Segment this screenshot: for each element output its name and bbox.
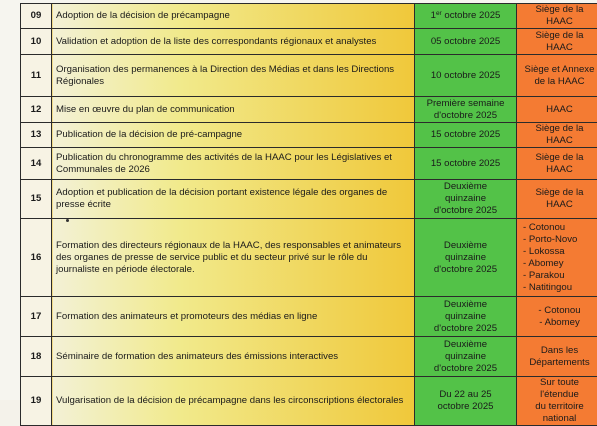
place-list-item: - Lokossa bbox=[523, 246, 597, 258]
activity-cell: Formation des animateurs et promoteurs des médias en ligne bbox=[52, 297, 415, 337]
place-cell: - Cotonou - Abomey bbox=[517, 297, 597, 337]
date-cell: 05 octobre 2025 bbox=[415, 29, 517, 55]
activity-cell: Mise en œuvre du plan de communication bbox=[52, 97, 415, 123]
place-cell: Siège de la HAAC bbox=[517, 180, 597, 219]
table-row bbox=[21, 55, 597, 97]
table-row bbox=[21, 219, 597, 297]
activity-cell: Adoption et publication de la décision portant existence légale des organes de presse écrite bbox=[52, 180, 415, 219]
table-row bbox=[21, 297, 597, 337]
date-cell: Première semaine d'octobre 2025 bbox=[415, 97, 517, 123]
activity-cell: Publication du chronogramme des activités de la HAAC pour les Législatives et Communales de 2026 bbox=[52, 148, 415, 180]
place-cell: Siège de la HAAC bbox=[517, 123, 597, 148]
activity-schedule-table bbox=[20, 3, 597, 426]
activity-cell: Adoption de la décision de précampagne bbox=[52, 4, 415, 29]
activity-cell: Publication de la décision de pré-campagne bbox=[52, 123, 415, 148]
row-number: 15 bbox=[21, 180, 52, 219]
table-row bbox=[21, 148, 597, 180]
date-cell: Deuxième quinzaine d'octobre 2025 bbox=[415, 337, 517, 377]
date-cell: 15 octobre 2025 bbox=[415, 148, 517, 180]
activity-cell: Validation et adoption de la liste des correspondants régionaux et analystes bbox=[52, 29, 415, 55]
activity-cell: Vulgarisation de la décision de précampagne dans les circonscriptions électorales bbox=[52, 377, 415, 426]
row-number: 10 bbox=[21, 29, 52, 55]
table-row bbox=[21, 29, 597, 55]
row-number: 18 bbox=[21, 337, 52, 377]
table-row bbox=[21, 4, 597, 29]
place-cell: Siège de la HAAC bbox=[517, 4, 597, 29]
place-list-item: - Natitingou bbox=[523, 282, 597, 294]
row-number: 14 bbox=[21, 148, 52, 180]
row-number: 17 bbox=[21, 297, 52, 337]
place-list-item: - Cotonou bbox=[523, 222, 597, 234]
activity-cell: Organisation des permanences à la Direction des Médias et dans les Directions Régionales bbox=[52, 55, 415, 97]
date-cell: 10 octobre 2025 bbox=[415, 55, 517, 97]
date-cell: 15 octobre 2025 bbox=[415, 123, 517, 148]
activity-cell: Formation des directeurs régionaux de la HAAC, des responsables et animateurs des organes de presse de service public et du secteur privé sur le rôle du journaliste en période électorale. bbox=[52, 219, 415, 297]
activity-cell: Séminaire de formation des animateurs des émissions interactives bbox=[52, 337, 415, 377]
table-row bbox=[21, 180, 597, 219]
date-cell: Deuxième quinzaine d'octobre 2025 bbox=[415, 297, 517, 337]
place-cell: Dans les Départements bbox=[517, 337, 597, 377]
place-list-cell bbox=[517, 219, 597, 297]
place-cell: Sur toute l'étendue du territoire national bbox=[517, 377, 597, 426]
place-cell: HAAC bbox=[517, 97, 597, 123]
date-cell: Deuxième quinzaine d'octobre 2025 bbox=[415, 180, 517, 219]
date-cell: Deuxième quinzaine d'octobre 2025 bbox=[415, 219, 517, 297]
row-number: 09 bbox=[21, 4, 52, 29]
place-list-item: - Parakou bbox=[523, 270, 597, 282]
row-number: 12 bbox=[21, 97, 52, 123]
place-list-item: - Abomey bbox=[523, 258, 597, 270]
table-row bbox=[21, 97, 597, 123]
row-number: 16 bbox=[21, 219, 52, 297]
row-number: 11 bbox=[21, 55, 52, 97]
date-cell: 1er octobre 2025 bbox=[415, 4, 517, 29]
date-cell: Du 22 au 25 octobre 2025 bbox=[415, 377, 517, 426]
table-row bbox=[21, 337, 597, 377]
place-cell: Siège de la HAAC bbox=[517, 148, 597, 180]
place-list-item: - Porto-Novo bbox=[523, 234, 597, 246]
row-number: 13 bbox=[21, 123, 52, 148]
place-cell: Siège de la HAAC bbox=[517, 29, 597, 55]
scan-speck bbox=[66, 219, 69, 222]
table-row bbox=[21, 123, 597, 148]
table-row bbox=[21, 377, 597, 426]
place-cell: Siège et Annexe de la HAAC bbox=[517, 55, 597, 97]
row-number: 19 bbox=[21, 377, 52, 426]
